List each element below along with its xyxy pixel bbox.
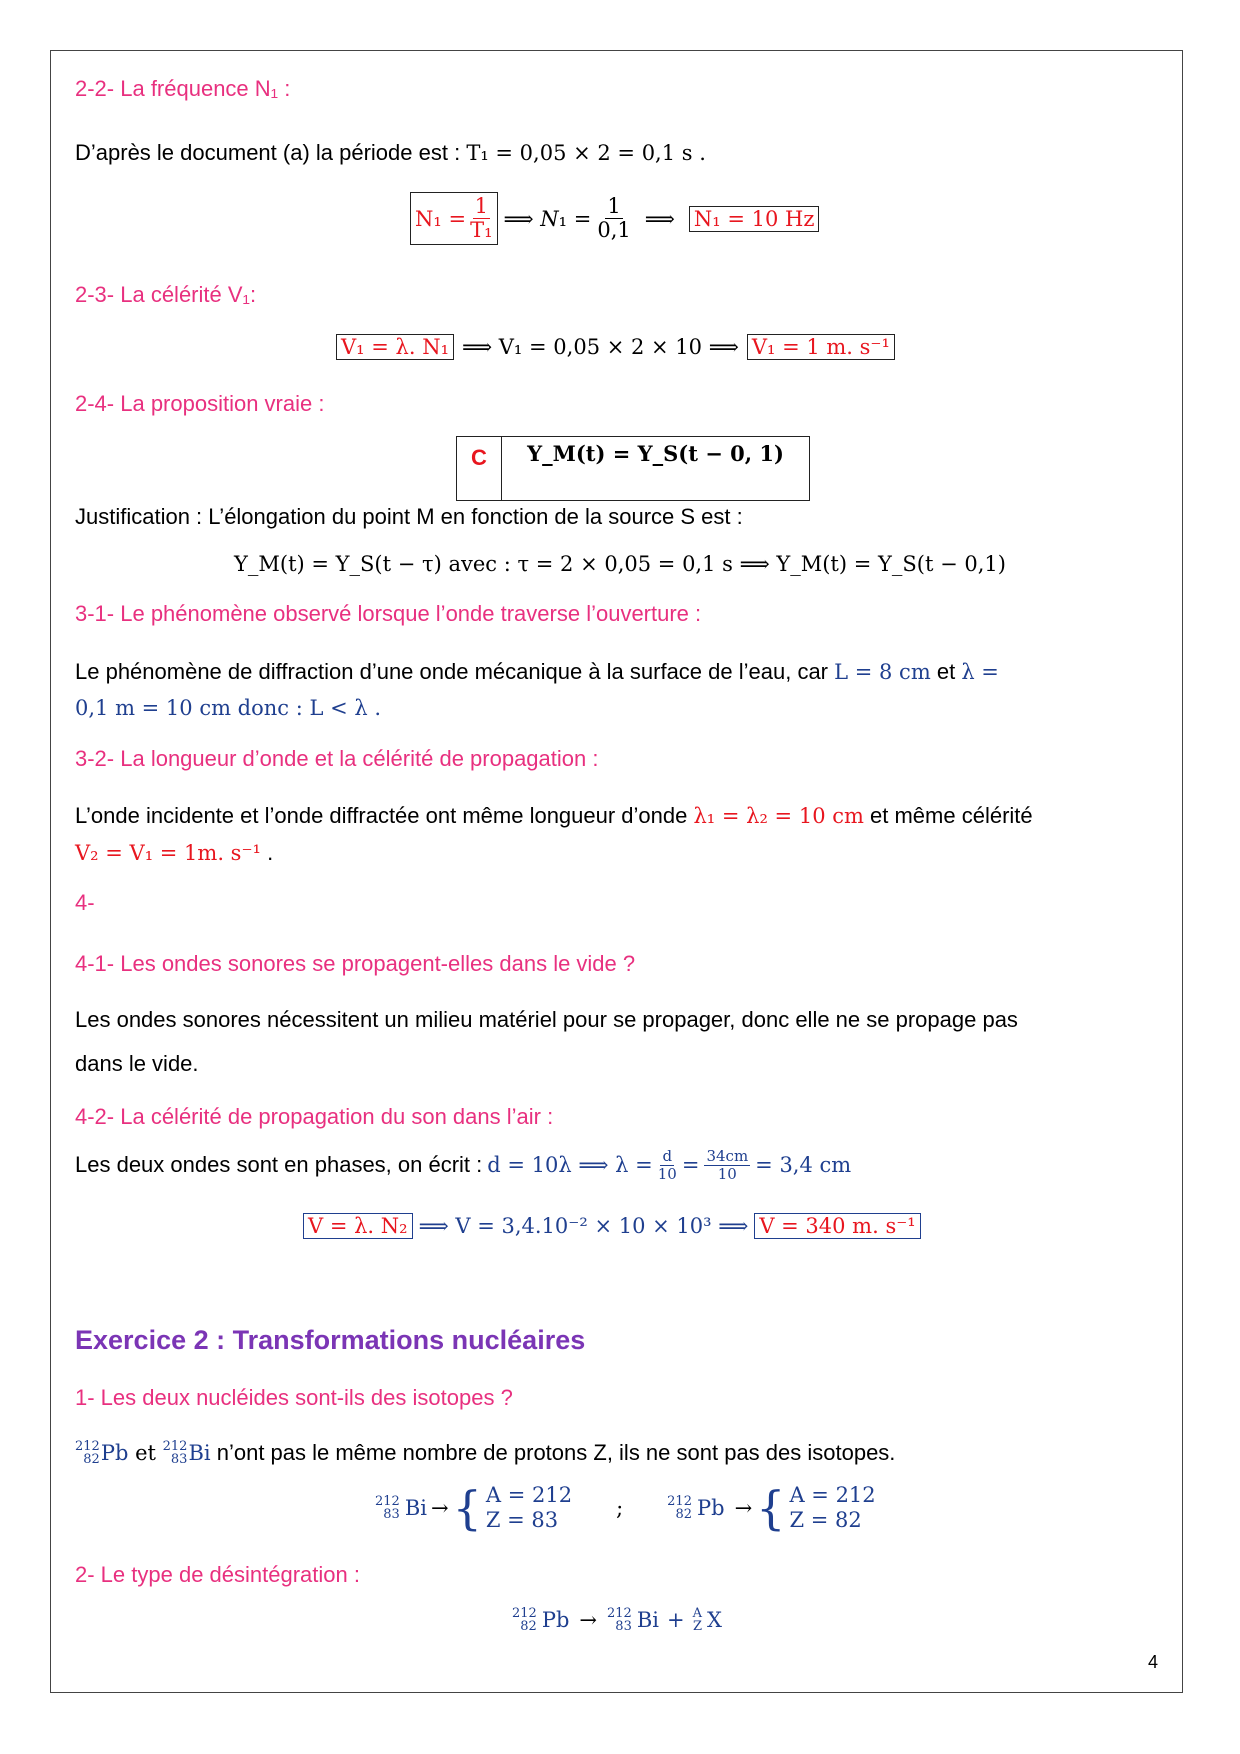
v1-result-box: V₁ = 1 m. s⁻¹ <box>747 334 895 360</box>
v1-definition-box: V₁ = λ. N₁ <box>336 334 454 360</box>
heading-2-2: 2-2- La fréquence N₁ : <box>75 76 291 101</box>
v1-equation <box>336 334 895 360</box>
mass-number: 212 <box>75 1439 100 1454</box>
v2-line <box>75 840 273 866</box>
mass-number: 212 <box>162 1439 188 1454</box>
v-calc: ⟹ V = 3,4.10⁻² × 10 × 10³ ⟹ <box>418 1214 749 1238</box>
atomic-number: 83 <box>383 1507 400 1523</box>
period-text: D’après le document (a) la période est : <box>75 140 467 165</box>
n1-def-fraction <box>470 195 492 242</box>
frac-den: T₁ <box>470 218 493 243</box>
question-ex2-2: 2- Le type de désintégration : <box>75 1562 360 1587</box>
mass-number: 212 <box>375 1494 400 1510</box>
brace: { <box>756 1481 786 1536</box>
question-4-2: 4-2- La célérité de propagation du son dans l’air : <box>75 1104 554 1129</box>
v-result-box: V = 340 m. s⁻¹ <box>754 1213 920 1239</box>
plus: + <box>667 1608 685 1632</box>
exercise-2-title: Exercice 2 : Transformations nucléaires <box>75 1325 586 1355</box>
question-4-1: 4-1- Les ondes sonores se propagent-elles dans le vide ? <box>75 951 636 976</box>
dot: . <box>260 840 274 865</box>
mass-number: 212 <box>512 1606 537 1621</box>
lambda-result: = 3,4 cm <box>755 1153 852 1177</box>
diffraction-line-1 <box>75 659 999 685</box>
pb-system <box>789 1483 875 1533</box>
heading-2-4: 2-4- La proposition vraie : <box>75 391 325 416</box>
pb-symbol: Pb <box>541 1608 570 1632</box>
n1-result-box: N₁ = 10 Hz <box>689 206 820 232</box>
arrow: → <box>734 1496 753 1521</box>
isotope-answer <box>75 1440 895 1466</box>
system-Z: Z = 82 <box>789 1508 862 1533</box>
frac-den: 10 <box>717 1164 737 1183</box>
heading-4: 4- <box>75 890 95 915</box>
bi-numbers <box>375 1495 400 1521</box>
wavelength-text: L’onde incidente et l’onde diffractée ont même longueur d’onde <box>75 803 694 828</box>
period-line <box>75 140 706 166</box>
period-formula: T₁ = 0,05 × 2 = 0,1 s . <box>466 141 706 165</box>
v-equation <box>303 1213 921 1239</box>
celerity-text: et même célérité <box>863 803 1033 828</box>
question-ex2-1: 1- Les deux nucléides sont-ils des isotopes ? <box>75 1385 513 1410</box>
frac-num: 1 <box>474 194 488 218</box>
fraction-d-10 <box>658 1148 677 1182</box>
bi-symbol: Bi <box>188 1441 211 1465</box>
atomic-number: 82 <box>520 1619 537 1634</box>
diffraction-line-2: 0,1 m = 10 cm donc : L < λ . <box>75 696 382 720</box>
v2-value: V₂ = V₁ = 1m. s⁻¹ <box>75 841 261 865</box>
mass-number: A <box>692 1606 702 1621</box>
et-text: et <box>128 1441 163 1465</box>
arrow: → <box>579 1608 598 1632</box>
mass-number: 212 <box>607 1606 632 1621</box>
pb-numbers <box>667 1495 692 1521</box>
frac-den: 10 <box>657 1164 677 1183</box>
system-A: A = 212 <box>789 1483 876 1507</box>
phase-formula: d = 10λ ⟹ λ = <box>487 1153 653 1177</box>
mass-number: 212 <box>667 1494 692 1510</box>
lambda-values: λ₁ = λ₂ = 10 cm <box>693 804 864 828</box>
justification-formula: Y_M(t) = Y_S(t − τ) avec : τ = 2 × 0,05 = 0,1 s ⟹ Y_M(t) = Y_S(t − 0,1) <box>234 552 1006 576</box>
cond-L: L = 8 cm <box>834 660 931 684</box>
bi-numbers <box>607 1607 632 1633</box>
n1-definition-box <box>410 192 498 245</box>
et-text: et <box>930 659 962 684</box>
atomic-number: 82 <box>675 1507 692 1523</box>
frac-num: 34cm <box>706 1147 749 1165</box>
atomic-number: Z <box>692 1619 702 1634</box>
heading-2-3: 2-3- La célérité V₁: <box>75 282 257 307</box>
bi-system <box>486 1483 572 1533</box>
decay-equation <box>512 1607 722 1633</box>
separator: ; <box>616 1496 624 1521</box>
n1-def-left: N₁ = <box>415 206 467 231</box>
cond-lambda: λ = <box>961 660 999 684</box>
v-definition-box: V = λ. N₂ <box>303 1213 413 1239</box>
justification-text: Justification : L’élongation du point M en fonction de la source S est : <box>75 504 743 529</box>
x-symbol: X <box>707 1608 722 1632</box>
arrow: → <box>430 1496 449 1521</box>
page-number: 4 <box>1148 1652 1159 1672</box>
heading-3-2: 3-2- La longueur d’onde et la célérité de propagation : <box>75 746 599 771</box>
n1-fraction <box>597 195 630 242</box>
answer-4-1-line-1: Les ondes sonores nécessitent un milieu matériel pour se propager, donc elle ne se propage pas <box>75 1007 1018 1032</box>
atomic-number: 82 <box>83 1452 100 1467</box>
system-A: A = 212 <box>485 1483 573 1507</box>
frac-den: 0,1 <box>597 218 631 243</box>
n1-equation <box>410 192 819 245</box>
proposition-table <box>456 436 810 501</box>
nuclide-composition <box>375 1481 876 1536</box>
x-numbers <box>693 1607 702 1633</box>
option-letter: C <box>457 437 502 501</box>
answer-4-1-line-2: dans le vide. <box>75 1051 199 1076</box>
pb-numbers <box>512 1607 537 1633</box>
implies-arrow: ⟹ <box>644 206 675 231</box>
frac-num: 1 <box>607 194 621 218</box>
bi-symbol: Bi <box>636 1608 659 1632</box>
brace: { <box>452 1481 482 1536</box>
atomic-number: 83 <box>170 1452 188 1467</box>
equals: = <box>681 1153 700 1177</box>
pb-nuclide-numbers <box>75 1440 100 1466</box>
bi-symbol: Bi <box>404 1496 427 1521</box>
pb-symbol: Pb <box>100 1441 129 1465</box>
phase-text: Les deux ondes sont en phases, on écrit : <box>75 1152 483 1177</box>
fraction-34cm-10 <box>704 1148 750 1182</box>
system-Z: Z = 83 <box>485 1508 559 1533</box>
bi-nuclide-numbers <box>163 1440 188 1466</box>
diffraction-text: Le phénomène de diffraction d’une onde mécanique à la surface de l’eau, car <box>75 659 835 684</box>
answer-4-2-line <box>75 1148 851 1182</box>
frac-num: d <box>662 1147 673 1165</box>
atomic-number: 83 <box>615 1619 632 1634</box>
pb-symbol: Pb <box>696 1496 725 1521</box>
wavelength-line <box>75 803 1033 829</box>
proposition-formula: Y_M(t) = Y_S(t − 0, 1) <box>502 437 810 501</box>
v1-calc: ⟹ V₁ = 0,05 × 2 × 10 ⟹ <box>461 335 739 359</box>
isotope-conclusion: n’ont pas le même nombre de protons Z, ils ne sont pas des isotopes. <box>210 1440 896 1465</box>
implies-n1: ⟹ 𝑁₁ = <box>503 206 592 231</box>
heading-3-1: 3-1- Le phénomène observé lorsque l’onde traverse l’ouverture : <box>75 601 702 626</box>
